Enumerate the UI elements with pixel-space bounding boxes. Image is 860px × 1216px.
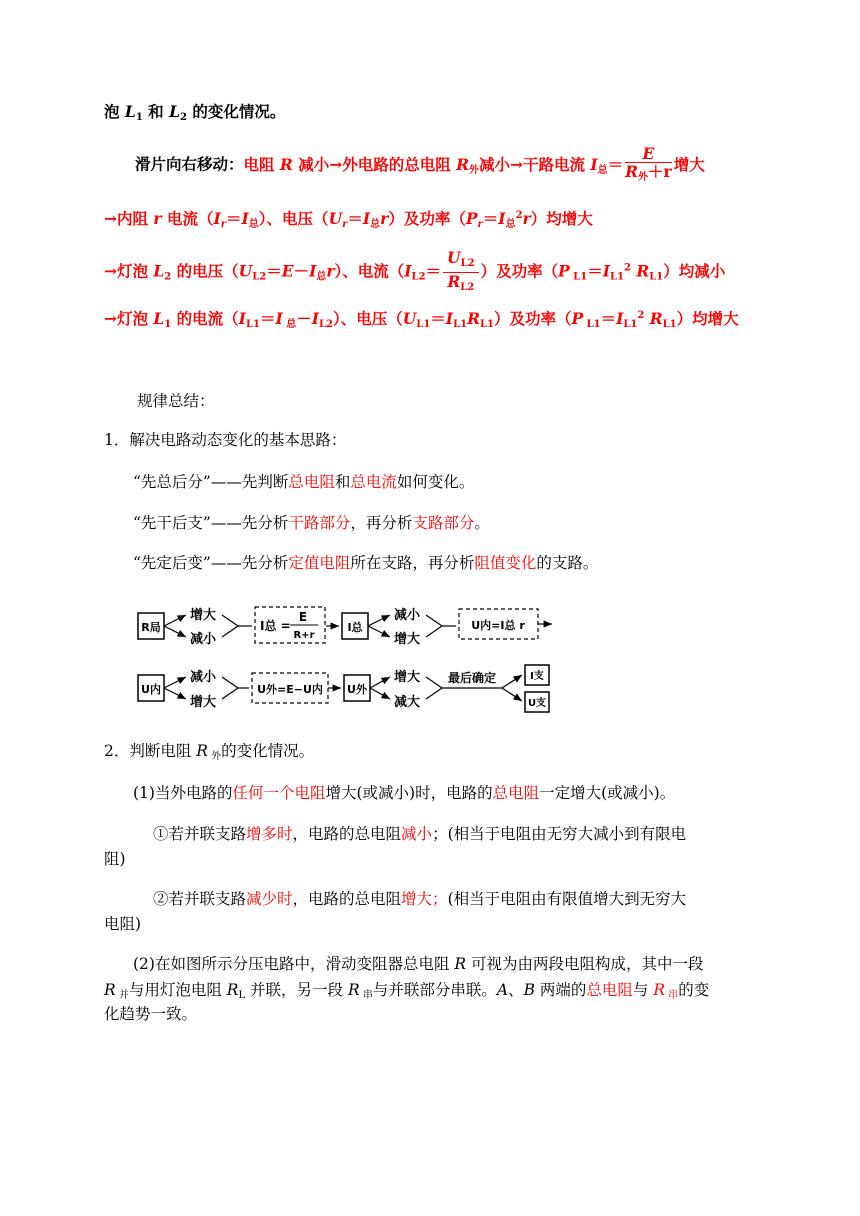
text: 增大(或减小)时，电路的	[325, 784, 493, 802]
text: U	[447, 248, 461, 267]
r1-down2-label: 增大	[394, 632, 421, 647]
fraction-numerator: E	[625, 145, 672, 163]
text: r	[522, 209, 531, 228]
r2-down-label: 增大	[190, 695, 217, 710]
text: “先总后分”——先判断	[133, 473, 289, 491]
text: L1	[662, 319, 677, 330]
box-i-total-formula-label: I总 =	[260, 619, 291, 633]
text: ；(相当于电阻由无穷大减小到有限电	[432, 825, 687, 843]
text: R	[196, 742, 208, 760]
text: R	[279, 154, 293, 174]
text: 干路部分	[288, 514, 351, 532]
text: L2	[460, 258, 475, 269]
item2-d3: 化趋势一致。	[104, 1005, 198, 1023]
box-i-branch-label: I支	[530, 671, 544, 682]
chain-line-1	[104, 207, 593, 230]
text: ，电路的总电阻	[292, 825, 402, 843]
text: 的变化情况。	[186, 102, 286, 121]
text: I	[445, 309, 454, 328]
text: r	[477, 219, 483, 230]
item2-b1	[153, 818, 686, 851]
text: 并联，另一段	[245, 981, 348, 999]
text: R	[347, 981, 360, 999]
text: ）及功率（	[493, 309, 572, 328]
fraction-denominator	[443, 273, 479, 296]
fraction	[625, 145, 672, 186]
r1-down-label: 减小	[190, 632, 217, 647]
text: L1	[610, 271, 625, 283]
text: 如何变化。	[396, 473, 475, 491]
text: L1	[583, 319, 601, 330]
text: ②若并联支路	[153, 890, 247, 908]
text: 的变化情况。	[221, 742, 315, 760]
box-u-outer-formula-label: U外=E−U内	[257, 683, 323, 696]
text: 减小→外电路的总电阻	[292, 154, 457, 174]
text: →灯泡	[104, 309, 154, 328]
text: 电阻	[243, 154, 280, 174]
text: 总	[597, 164, 608, 176]
text: L1	[623, 319, 638, 330]
text: 。	[474, 514, 490, 532]
text: 泡	[104, 102, 125, 121]
item2-title	[104, 735, 314, 773]
r2-down2-label: 减大	[394, 695, 421, 710]
text: 2	[624, 262, 631, 274]
text: ＝	[347, 209, 363, 228]
text: R	[467, 309, 480, 328]
summary-heading: 规律总结：	[137, 392, 215, 410]
text: 总	[282, 319, 297, 330]
text: 增大	[673, 154, 705, 174]
r2-up-label: 减小	[190, 670, 217, 685]
text: 与	[632, 981, 654, 999]
text: 总	[505, 219, 516, 230]
text: 外	[638, 172, 649, 183]
text: 减少时	[246, 890, 293, 908]
text: I	[498, 209, 506, 228]
text: I	[362, 209, 371, 228]
text: 与并联部分串联。	[372, 981, 497, 999]
slide-label: 滑片向右移动：	[135, 154, 244, 174]
slide-chain	[243, 144, 705, 183]
box-u-inner-2-label: U内	[141, 683, 161, 696]
text: L2	[460, 282, 475, 293]
text: ）及功率（	[480, 261, 559, 281]
text: 阻值变化	[474, 554, 537, 572]
text: 与用灯泡电阻	[128, 981, 227, 999]
text: →内阻	[104, 209, 154, 228]
box-i-total-formula-den: R+r	[293, 630, 315, 641]
fraction-denominator	[625, 163, 672, 186]
text: 总电阻	[492, 784, 540, 802]
text: ）均增大	[530, 209, 593, 228]
text: R	[104, 981, 116, 999]
text: 一定增大(或减小)。	[539, 784, 676, 802]
r1-up-label: 增大	[190, 608, 217, 623]
text: ＝	[226, 209, 242, 228]
text: L	[153, 261, 165, 281]
text: R	[653, 981, 666, 999]
text: 总电流	[350, 473, 397, 491]
r2-up2-label: 增大	[394, 670, 421, 685]
text: 和	[142, 102, 170, 121]
text: 总电阻	[288, 473, 335, 491]
text: L1	[245, 319, 260, 330]
text: U	[328, 209, 343, 228]
text: 支路部分	[412, 514, 475, 532]
text: 增大；	[401, 890, 448, 908]
text: ）、电流（	[334, 261, 405, 281]
flow-diagram	[130, 595, 570, 725]
item2-b2: 阻)	[104, 850, 126, 868]
summary-p2	[133, 507, 490, 540]
text: 增多时	[246, 825, 293, 843]
text: R	[644, 309, 663, 328]
box-u-inner-label: U内=I总 r	[471, 619, 525, 632]
text: 2	[179, 112, 187, 123]
text: E	[281, 261, 294, 281]
text: I	[241, 209, 249, 228]
text: 电流（	[161, 209, 214, 228]
text: 串	[359, 990, 373, 1001]
text: 的电流（	[171, 309, 239, 328]
text: ＋r	[648, 162, 672, 181]
text: →灯泡	[104, 261, 154, 281]
text: 1	[164, 319, 172, 330]
box-i-total-label: I总	[347, 621, 363, 634]
chain-line-2	[104, 249, 725, 296]
text: －	[293, 261, 310, 281]
text: (1)当外电路的	[133, 784, 233, 802]
text: ＝	[259, 309, 276, 328]
text: ＝	[425, 261, 442, 281]
text: U	[238, 261, 253, 281]
text: “先定后变”——先分析	[133, 554, 289, 572]
text: 减小	[401, 825, 433, 843]
text: 1	[135, 112, 143, 123]
text: L1	[569, 271, 588, 283]
item2-a	[133, 777, 675, 810]
text: L	[169, 102, 180, 121]
text: L	[124, 102, 136, 121]
text: 2	[637, 310, 645, 321]
text: I	[275, 309, 283, 328]
text: 总	[316, 271, 327, 283]
text: 2	[515, 210, 523, 221]
text: “先干后支”——先分析	[133, 514, 289, 532]
text: B	[523, 981, 535, 999]
text: －	[296, 309, 312, 328]
text: 的变	[678, 981, 710, 999]
text: ，再分析	[350, 514, 413, 532]
text: ）均减小	[663, 261, 726, 281]
text: 并	[115, 990, 129, 1001]
text: R	[630, 261, 650, 281]
text: I	[238, 309, 246, 328]
text: R	[625, 162, 639, 181]
slide-line	[135, 145, 705, 186]
text: ①若并联支路	[153, 825, 247, 843]
text: r	[220, 219, 227, 230]
text: R	[447, 272, 461, 291]
fraction-numerator	[443, 249, 479, 273]
text: r	[342, 219, 348, 230]
box-i-total-formula-num: E	[298, 610, 308, 624]
text: L1	[479, 319, 494, 330]
text: R	[226, 981, 239, 999]
text: P	[558, 261, 570, 281]
text: L2	[252, 271, 267, 283]
box-r-local-label: R局	[141, 621, 161, 634]
text: 的支路。	[536, 554, 599, 572]
text: U	[402, 309, 417, 328]
text: ＝	[600, 309, 617, 328]
text: 总	[370, 219, 381, 230]
text: (相当于电阻由有限值增大到无穷大	[447, 890, 687, 908]
text: L1	[416, 319, 431, 330]
text: L1	[649, 271, 664, 283]
text: 总电阻	[586, 981, 633, 999]
text: I	[213, 209, 221, 228]
text: I	[311, 309, 319, 328]
text: 串	[665, 990, 679, 1001]
r1-up2-label: 减小	[394, 608, 421, 623]
text: ）、电压（	[332, 309, 403, 328]
summary-item-1: 1．解决电路动态变化的基本思路：	[104, 431, 347, 449]
text: 和	[334, 473, 351, 491]
item2-c2: 电阻)	[104, 915, 142, 933]
text: 两端的	[534, 981, 587, 999]
text: 任何一个电阻	[232, 784, 326, 802]
text: 减小→干路电流	[478, 154, 591, 174]
text: 、	[508, 981, 524, 999]
text: 的电压（	[171, 261, 239, 281]
text: I	[590, 154, 598, 174]
text: ）及功率（	[388, 209, 466, 228]
text: (2)在如图所示分压电路中，滑动变阻器总电阻	[133, 955, 455, 973]
item2-c1	[153, 883, 686, 916]
text: ＝	[607, 154, 624, 174]
text: R	[456, 154, 469, 174]
text: r	[153, 209, 162, 228]
text: 所在支路，再分析	[350, 554, 475, 572]
text: 外	[468, 164, 479, 176]
summary-p1	[133, 466, 474, 499]
text: P	[571, 309, 584, 328]
intro-line	[104, 100, 285, 123]
text: ＝	[266, 261, 282, 281]
text: 总	[248, 219, 259, 230]
box-u-branch-label: U支	[527, 698, 547, 709]
text: I	[309, 261, 317, 281]
text: I	[616, 309, 624, 328]
text: 外	[207, 751, 222, 762]
text: L	[238, 990, 246, 1001]
text: A	[496, 981, 509, 999]
summary-p3	[133, 547, 598, 580]
box-u-outer-label: U外	[347, 683, 367, 696]
text: ＝	[430, 309, 446, 328]
text: L1	[453, 319, 468, 330]
text: L	[153, 309, 165, 328]
text: 2．判断电阻	[104, 742, 197, 760]
fraction	[443, 249, 479, 296]
text: ＝	[587, 261, 603, 281]
chain-line-3	[104, 307, 739, 330]
text: P	[465, 209, 478, 228]
text: 可视为由两段电阻构成，其中一段	[466, 955, 704, 973]
text: r	[326, 261, 335, 281]
text: ＝	[482, 209, 499, 228]
text: 2	[164, 271, 172, 283]
text: R	[454, 955, 467, 973]
text: ，电路的总电阻	[292, 890, 402, 908]
text: I	[602, 261, 611, 281]
text: 定值电阻	[288, 554, 351, 572]
text: r	[380, 209, 389, 228]
text: L2	[411, 271, 426, 283]
text: ）均增大	[676, 309, 739, 328]
text: ）、电压（	[258, 209, 329, 228]
final-determine-label: 最后确定	[448, 671, 497, 685]
text: I	[404, 261, 412, 281]
text: L2	[318, 319, 333, 330]
